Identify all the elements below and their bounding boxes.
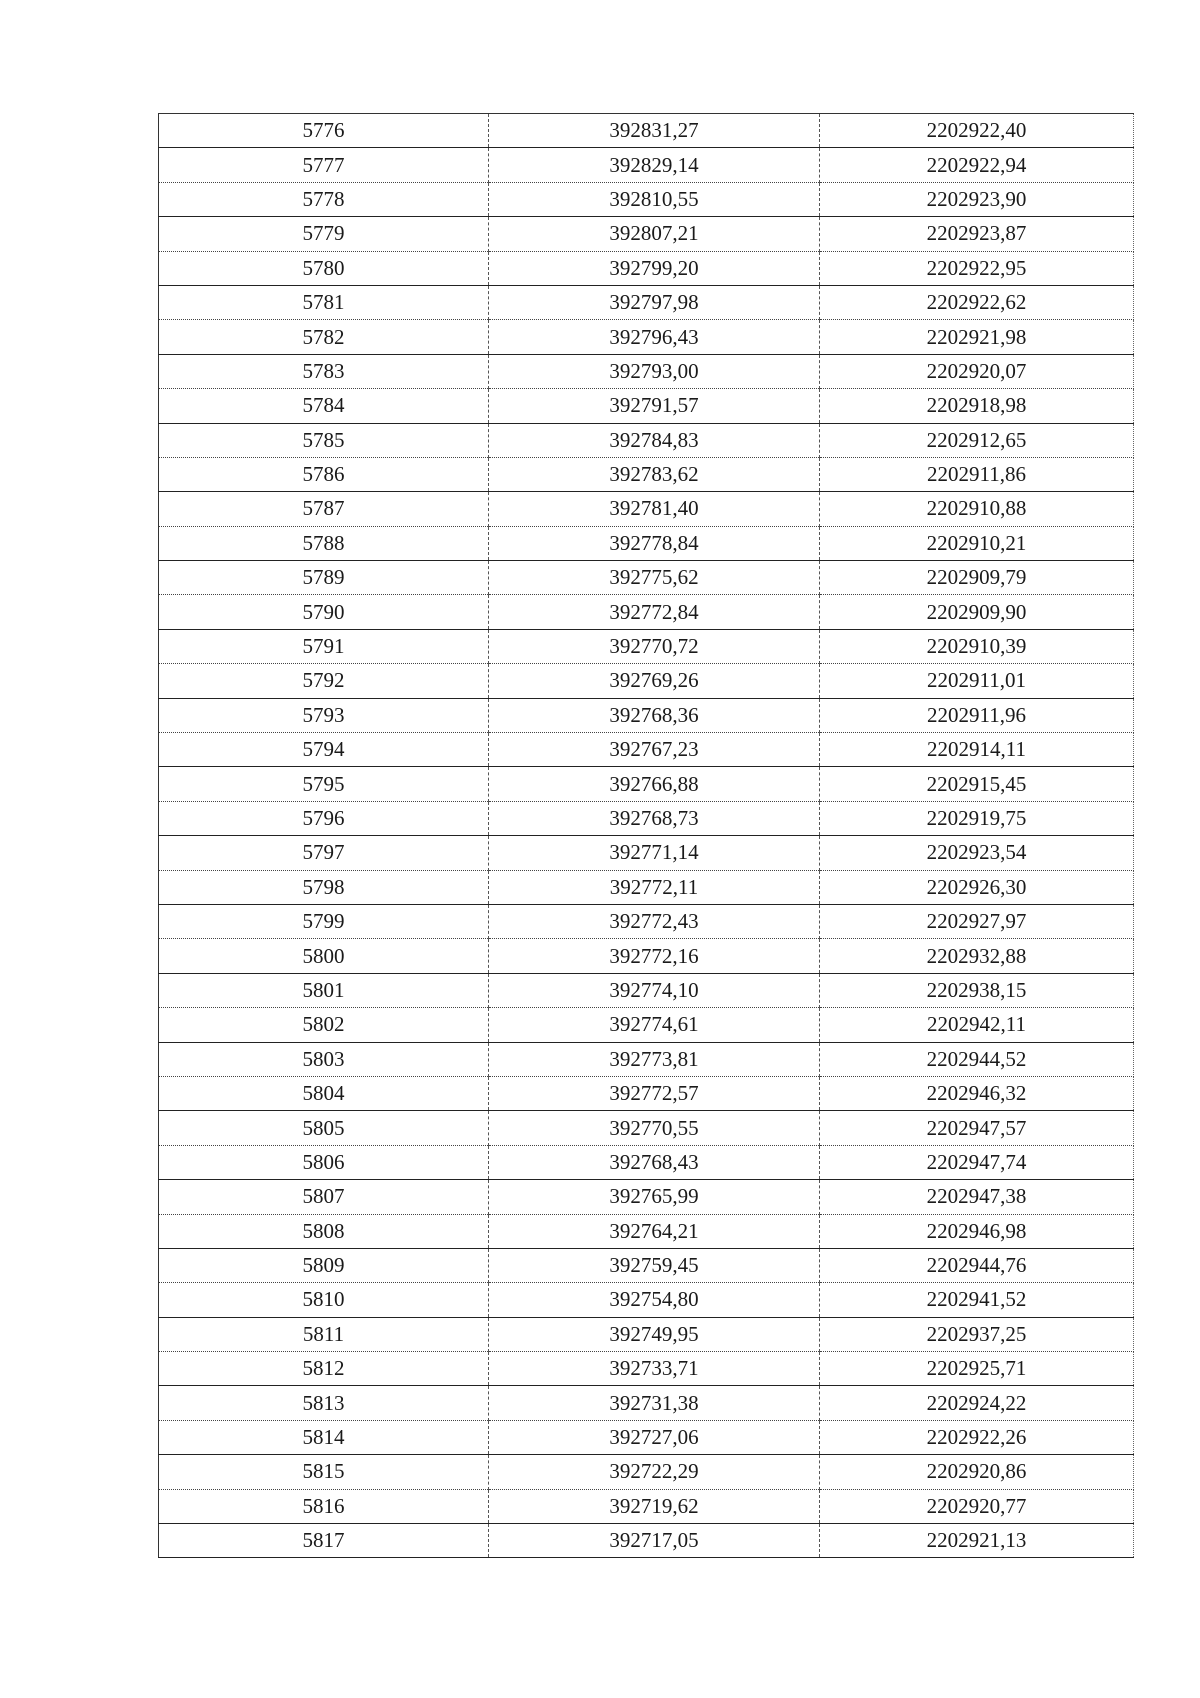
y-coordinate-cell: 2202923,54 xyxy=(820,836,1134,870)
x-coordinate-cell: 392829,14 xyxy=(489,148,820,182)
table-row xyxy=(159,251,1134,285)
point-number-cell: 5812 xyxy=(159,1352,489,1386)
x-coordinate-cell: 392768,43 xyxy=(489,1145,820,1179)
y-coordinate-cell: 2202947,38 xyxy=(820,1180,1134,1214)
x-coordinate-cell: 392767,23 xyxy=(489,733,820,767)
point-number-cell: 5790 xyxy=(159,595,489,629)
point-number-cell: 5786 xyxy=(159,457,489,491)
x-coordinate-cell: 392772,43 xyxy=(489,904,820,938)
table-row xyxy=(159,939,1134,973)
x-coordinate-cell: 392793,00 xyxy=(489,354,820,388)
x-coordinate-cell: 392770,72 xyxy=(489,629,820,663)
table-row xyxy=(159,182,1134,216)
x-coordinate-cell: 392773,81 xyxy=(489,1042,820,1076)
table-row xyxy=(159,1145,1134,1179)
table-row xyxy=(159,1386,1134,1420)
table-row xyxy=(159,595,1134,629)
x-coordinate-cell: 392731,38 xyxy=(489,1386,820,1420)
point-number-cell: 5799 xyxy=(159,904,489,938)
point-number-cell: 5811 xyxy=(159,1317,489,1351)
point-number-cell: 5802 xyxy=(159,1008,489,1042)
x-coordinate-cell: 392769,26 xyxy=(489,664,820,698)
x-coordinate-cell: 392768,73 xyxy=(489,801,820,835)
table-row xyxy=(159,733,1134,767)
table-row xyxy=(159,664,1134,698)
x-coordinate-cell: 392759,45 xyxy=(489,1248,820,1282)
table-row xyxy=(159,1317,1134,1351)
x-coordinate-cell: 392774,10 xyxy=(489,973,820,1007)
table-row xyxy=(159,148,1134,182)
x-coordinate-cell: 392722,29 xyxy=(489,1455,820,1489)
table-row xyxy=(159,1180,1134,1214)
y-coordinate-cell: 2202947,74 xyxy=(820,1145,1134,1179)
y-coordinate-cell: 2202920,77 xyxy=(820,1489,1134,1523)
x-coordinate-cell: 392771,14 xyxy=(489,836,820,870)
y-coordinate-cell: 2202946,32 xyxy=(820,1076,1134,1110)
table-row xyxy=(159,767,1134,801)
x-coordinate-cell: 392831,27 xyxy=(489,114,820,148)
x-coordinate-cell: 392781,40 xyxy=(489,492,820,526)
x-coordinate-cell: 392774,61 xyxy=(489,1008,820,1042)
point-number-cell: 5793 xyxy=(159,698,489,732)
x-coordinate-cell: 392772,57 xyxy=(489,1076,820,1110)
x-coordinate-cell: 392754,80 xyxy=(489,1283,820,1317)
point-number-cell: 5785 xyxy=(159,423,489,457)
table-row xyxy=(159,698,1134,732)
y-coordinate-cell: 2202926,30 xyxy=(820,870,1134,904)
point-number-cell: 5816 xyxy=(159,1489,489,1523)
table-row xyxy=(159,423,1134,457)
point-number-cell: 5809 xyxy=(159,1248,489,1282)
y-coordinate-cell: 2202944,52 xyxy=(820,1042,1134,1076)
x-coordinate-cell: 392810,55 xyxy=(489,182,820,216)
table-row xyxy=(159,114,1134,148)
coordinates-table-body xyxy=(159,114,1134,1558)
y-coordinate-cell: 2202911,01 xyxy=(820,664,1134,698)
point-number-cell: 5801 xyxy=(159,973,489,1007)
y-coordinate-cell: 2202942,11 xyxy=(820,1008,1134,1042)
table-row xyxy=(159,1248,1134,1282)
y-coordinate-cell: 2202923,87 xyxy=(820,217,1134,251)
y-coordinate-cell: 2202914,11 xyxy=(820,733,1134,767)
y-coordinate-cell: 2202911,96 xyxy=(820,698,1134,732)
table-row xyxy=(159,1420,1134,1454)
point-number-cell: 5806 xyxy=(159,1145,489,1179)
x-coordinate-cell: 392791,57 xyxy=(489,389,820,423)
y-coordinate-cell: 2202911,86 xyxy=(820,457,1134,491)
y-coordinate-cell: 2202922,40 xyxy=(820,114,1134,148)
point-number-cell: 5798 xyxy=(159,870,489,904)
point-number-cell: 5788 xyxy=(159,526,489,560)
table-row xyxy=(159,492,1134,526)
table-row xyxy=(159,1111,1134,1145)
point-number-cell: 5784 xyxy=(159,389,489,423)
x-coordinate-cell: 392775,62 xyxy=(489,561,820,595)
point-number-cell: 5787 xyxy=(159,492,489,526)
x-coordinate-cell: 392807,21 xyxy=(489,217,820,251)
table-row xyxy=(159,973,1134,1007)
table-row xyxy=(159,1489,1134,1523)
x-coordinate-cell: 392772,84 xyxy=(489,595,820,629)
y-coordinate-cell: 2202946,98 xyxy=(820,1214,1134,1248)
y-coordinate-cell: 2202909,79 xyxy=(820,561,1134,595)
point-number-cell: 5781 xyxy=(159,285,489,319)
y-coordinate-cell: 2202922,26 xyxy=(820,1420,1134,1454)
point-number-cell: 5782 xyxy=(159,320,489,354)
y-coordinate-cell: 2202910,88 xyxy=(820,492,1134,526)
y-coordinate-cell: 2202923,90 xyxy=(820,182,1134,216)
x-coordinate-cell: 392784,83 xyxy=(489,423,820,457)
x-coordinate-cell: 392770,55 xyxy=(489,1111,820,1145)
point-number-cell: 5796 xyxy=(159,801,489,835)
x-coordinate-cell: 392797,98 xyxy=(489,285,820,319)
table-row xyxy=(159,389,1134,423)
table-row xyxy=(159,1076,1134,1110)
point-number-cell: 5814 xyxy=(159,1420,489,1454)
point-number-cell: 5776 xyxy=(159,114,489,148)
x-coordinate-cell: 392733,71 xyxy=(489,1352,820,1386)
x-coordinate-cell: 392766,88 xyxy=(489,767,820,801)
y-coordinate-cell: 2202920,07 xyxy=(820,354,1134,388)
x-coordinate-cell: 392727,06 xyxy=(489,1420,820,1454)
point-number-cell: 5808 xyxy=(159,1214,489,1248)
point-number-cell: 5810 xyxy=(159,1283,489,1317)
table-row xyxy=(159,457,1134,491)
table-row xyxy=(159,1283,1134,1317)
point-number-cell: 5815 xyxy=(159,1455,489,1489)
x-coordinate-cell: 392749,95 xyxy=(489,1317,820,1351)
point-number-cell: 5792 xyxy=(159,664,489,698)
point-number-cell: 5778 xyxy=(159,182,489,216)
x-coordinate-cell: 392772,16 xyxy=(489,939,820,973)
table-row xyxy=(159,561,1134,595)
point-number-cell: 5804 xyxy=(159,1076,489,1110)
table-row xyxy=(159,1214,1134,1248)
y-coordinate-cell: 2202922,95 xyxy=(820,251,1134,285)
y-coordinate-cell: 2202910,21 xyxy=(820,526,1134,560)
x-coordinate-cell: 392764,21 xyxy=(489,1214,820,1248)
y-coordinate-cell: 2202944,76 xyxy=(820,1248,1134,1282)
table-row xyxy=(159,526,1134,560)
y-coordinate-cell: 2202922,62 xyxy=(820,285,1134,319)
x-coordinate-cell: 392783,62 xyxy=(489,457,820,491)
point-number-cell: 5817 xyxy=(159,1524,489,1558)
y-coordinate-cell: 2202918,98 xyxy=(820,389,1134,423)
point-number-cell: 5803 xyxy=(159,1042,489,1076)
table-row xyxy=(159,904,1134,938)
y-coordinate-cell: 2202922,94 xyxy=(820,148,1134,182)
point-number-cell: 5777 xyxy=(159,148,489,182)
point-number-cell: 5800 xyxy=(159,939,489,973)
point-number-cell: 5779 xyxy=(159,217,489,251)
y-coordinate-cell: 2202910,39 xyxy=(820,629,1134,663)
table-row xyxy=(159,870,1134,904)
point-number-cell: 5794 xyxy=(159,733,489,767)
table-row xyxy=(159,217,1134,251)
table-row xyxy=(159,1352,1134,1386)
table-row xyxy=(159,285,1134,319)
point-number-cell: 5807 xyxy=(159,1180,489,1214)
table-row xyxy=(159,1008,1134,1042)
table-row xyxy=(159,1455,1134,1489)
y-coordinate-cell: 2202932,88 xyxy=(820,939,1134,973)
y-coordinate-cell: 2202927,97 xyxy=(820,904,1134,938)
y-coordinate-cell: 2202912,65 xyxy=(820,423,1134,457)
table-row xyxy=(159,1524,1134,1558)
x-coordinate-cell: 392768,36 xyxy=(489,698,820,732)
y-coordinate-cell: 2202938,15 xyxy=(820,973,1134,1007)
y-coordinate-cell: 2202921,98 xyxy=(820,320,1134,354)
table-row xyxy=(159,801,1134,835)
point-number-cell: 5791 xyxy=(159,629,489,663)
table-row xyxy=(159,354,1134,388)
y-coordinate-cell: 2202941,52 xyxy=(820,1283,1134,1317)
y-coordinate-cell: 2202919,75 xyxy=(820,801,1134,835)
y-coordinate-cell: 2202937,25 xyxy=(820,1317,1134,1351)
point-number-cell: 5783 xyxy=(159,354,489,388)
table-row xyxy=(159,1042,1134,1076)
point-number-cell: 5789 xyxy=(159,561,489,595)
table-row xyxy=(159,320,1134,354)
y-coordinate-cell: 2202947,57 xyxy=(820,1111,1134,1145)
y-coordinate-cell: 2202921,13 xyxy=(820,1524,1134,1558)
x-coordinate-cell: 392796,43 xyxy=(489,320,820,354)
point-number-cell: 5805 xyxy=(159,1111,489,1145)
x-coordinate-cell: 392719,62 xyxy=(489,1489,820,1523)
y-coordinate-cell: 2202915,45 xyxy=(820,767,1134,801)
x-coordinate-cell: 392799,20 xyxy=(489,251,820,285)
x-coordinate-cell: 392717,05 xyxy=(489,1524,820,1558)
point-number-cell: 5780 xyxy=(159,251,489,285)
coordinates-table xyxy=(158,113,1134,1558)
point-number-cell: 5813 xyxy=(159,1386,489,1420)
y-coordinate-cell: 2202925,71 xyxy=(820,1352,1134,1386)
y-coordinate-cell: 2202924,22 xyxy=(820,1386,1134,1420)
y-coordinate-cell: 2202920,86 xyxy=(820,1455,1134,1489)
y-coordinate-cell: 2202909,90 xyxy=(820,595,1134,629)
table-row xyxy=(159,836,1134,870)
x-coordinate-cell: 392765,99 xyxy=(489,1180,820,1214)
point-number-cell: 5795 xyxy=(159,767,489,801)
table-row xyxy=(159,629,1134,663)
x-coordinate-cell: 392772,11 xyxy=(489,870,820,904)
x-coordinate-cell: 392778,84 xyxy=(489,526,820,560)
point-number-cell: 5797 xyxy=(159,836,489,870)
